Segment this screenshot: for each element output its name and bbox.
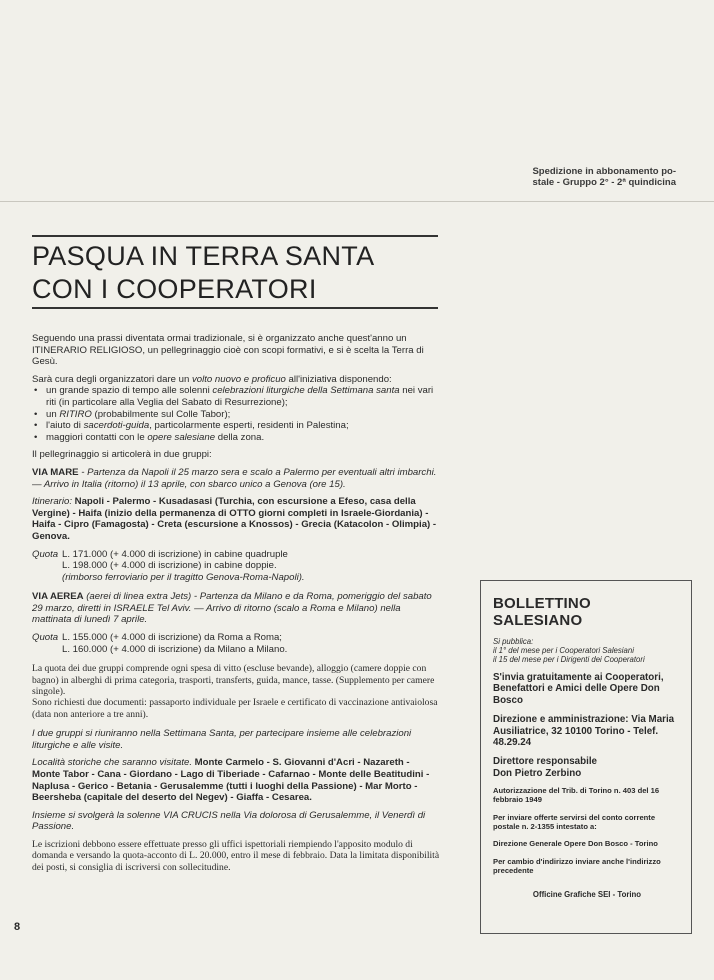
court-authorization: Autorizzazione del Trib. di Torino n. 403 del 16 febbraio 1949 [493, 786, 660, 805]
care-paragraph: Sarà cura degli organizzatori dare un volto nuovo e proficuo all'iniziativa disponendo: [32, 373, 392, 385]
list-item: • maggiori contatti con le opere salesiane della zona. [32, 432, 440, 444]
registration-paragraph: Le iscrizioni debbono essere effettuate presso gli uffici ispettoriali riempiendo l'apposito modulo di domanda e versando la quota-acconto di L. 20.000, entro il mese di febbraio. Data la limitata disponibilità dei posti, si consiglia di iscriversi con sollecitudine. [32, 839, 440, 873]
features-list [32, 385, 440, 443]
postal-account: Per inviare offerte servirsi del conto corrente postale n. 2-1355 intestato a: [493, 812, 656, 831]
title-rule-bottom [32, 307, 438, 309]
reunion-paragraph: I due gruppi si riuniranno nella Settimana Santa, per partecipare insieme alle celebrazioni liturgiche e alle visite. [32, 728, 412, 751]
places-paragraph: Località storiche che saranno visitate. Monte Carmelo - S. Giovanni d'Acri - Nazareth - Monte Tabor - Cana - Giordano - Lago di Tiberiade - Cafarnao - Monte delle Beatitudini - Naplusa - Gerico - Betania - Gerusalemme (tutti i luoghi della Passione) - Mar Morto - Beersheba (capitale del deserto del Negev) - Giaffa - Cesarea. [32, 757, 430, 804]
sea-prices [32, 549, 440, 584]
intro-paragraph: Seguendo una prassi diventata ormai tradizionale, si è organizzato anche quest'anno un ITINERARIO RELIGIOSO, un pellegrinaggio cioè con scopi formativi, e si è scelta la Terra di Gesù. [32, 333, 424, 368]
documents-paragraph: Sono richiesti due documenti: passaporto individuale per Israele e certificato di vaccinazione antivaiolosa (data non anteriore a tre anni). [32, 697, 438, 720]
fee-paragraph: La quota dei due gruppi comprende ogni spesa di vitto (escluse bevande), alloggio (camere doppie con bagno) in alberghi di prima categoria, trasporti, transferts, guida, mance, tasse. (Supplemento per camere singole). [32, 663, 435, 698]
list-item: • un RITIRO (probabilmente sul Colle Tabor); [32, 409, 440, 421]
list-item: • un grande spazio di tempo alle solenni celebrazioni liturgiche della Settimana santa nei vari riti (in particolare alla Veglia del Sabato di Resurrezione); [32, 385, 440, 408]
page-number: 8 [14, 921, 21, 933]
article-body [32, 333, 440, 873]
price-row: Quota L. 155.000 (+ 4.000 di iscrizione) da Roma a Roma; [32, 632, 282, 644]
bulletin-title: BOLLETTINO SALESIANO [493, 595, 591, 629]
article-title [32, 240, 452, 306]
title-rule-top [32, 235, 438, 237]
publication-schedule: Si pubblica: il 1° del mese per i Cooperatori Salesiani il 15 del mese per i Dirigenti dei Cooperatori [493, 637, 645, 664]
director: Direttore responsabile Don Pietro Zerbino [493, 756, 597, 779]
header-divider [0, 201, 714, 202]
free-distribution: S'invia gratuitamente ai Cooperatori, Benefattori e Amici delle Opere Don Bosco [493, 672, 664, 706]
title-line-1: PASQUA IN TERRA SANTA [32, 241, 375, 271]
shipping-notice [478, 166, 676, 188]
price-row: Quota L. 171.000 (+ 4.000 di iscrizione) in cabine quadruple [32, 548, 288, 560]
list-item: • l'aiuto di sacerdoti-guida, particolarmente esperti, residenti in Palestina; [32, 420, 440, 432]
address-change-note: Per cambio d'indirizzo inviare anche l'indirizzo precedente [493, 857, 661, 876]
bulletin-info-box [480, 580, 692, 934]
shipping-line-1: Spedizione in abbonamento po- [532, 166, 676, 177]
sea-price-note: (rimborso ferroviario per il tragitto Genova-Roma-Napoli). [62, 571, 305, 583]
general-direction: Direzione Generale Opere Don Bosco - Torino [493, 839, 658, 849]
administration-address: Direzione e amministrazione: Via Maria Ausiliatrice, 32 10100 Torino - Telef. 48.29.24 [493, 714, 675, 749]
sea-group: VIA MARE - Partenza da Napoli il 25 marzo sera e scalo a Palermo per eventuali altri imbarchi. — Arrivo in Italia (ritorno) il 13 aprile, con sbarco unico a Genova (ore 15). [32, 466, 437, 490]
air-prices [32, 632, 440, 655]
price-row: L. 198.000 (+ 4.000 di iscrizione) in cabine doppie. [62, 560, 277, 572]
shipping-line-2: stale - Gruppo 2° - 2ª quindicina [532, 177, 676, 188]
sea-itinerary: Itinerario: Napoli - Palermo - Kusadasasi (Turchia, con escursione a Efeso, casa della Vergine) - Haifa (inizio della permanenza di OTTO giorni completi in Israele-Giordania) - Haifa - Cipro (Famagosta) - Creta (escursione a Knossos) - Grecia (Katacolon - Olimpia) - Genova. [32, 496, 437, 542]
air-group: VIA AEREA (aerei di linea extra Jets) - Partenza da Milano e da Roma, pomeriggio del sabato 29 marzo, diretti in ISRAELE Tel Aviv. — Arrivo di ritorno (scalo a Roma e Milano) nella mattinata di lunedì 7 aprile. [32, 591, 432, 626]
groups-intro: Il pellegrinaggio si articolerà in due gruppi: [32, 449, 212, 461]
printer-credit: Officine Grafiche SEI - Torino [532, 889, 642, 899]
price-row: L. 160.000 (+ 4.000 di iscrizione) da Milano a Milano. [62, 643, 288, 655]
via-crucis-paragraph: Insieme si svolgerà la solenne VIA CRUCIS nella Via dolorosa di Gerusalemme, il Venerdì di Passione. [32, 809, 426, 833]
title-line-2: CON I COOPERATORI [32, 274, 317, 304]
